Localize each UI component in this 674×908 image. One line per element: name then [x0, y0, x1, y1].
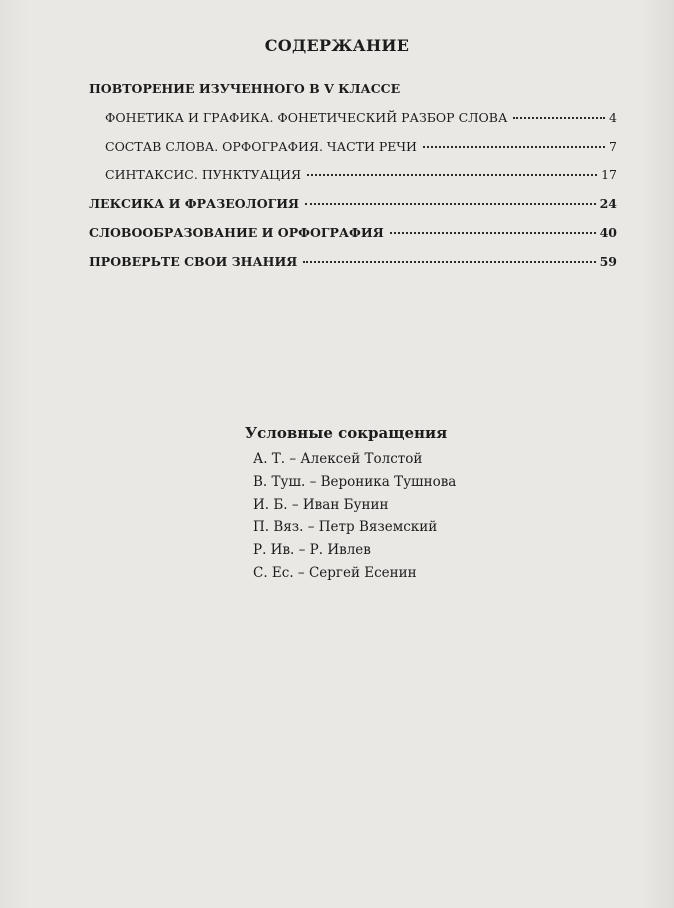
- toc-title: СОДЕРЖАНИЕ: [264, 36, 410, 55]
- toc-section-heading: ПОВТОРЕНИЕ ИЗУЧЕННОГО В V КЛАССЕ: [89, 81, 401, 96]
- abbreviation-item: П. Вяз. – Петр Вяземский: [253, 519, 438, 535]
- toc-entry-leader: [307, 174, 597, 176]
- toc-entry-page: 7: [609, 139, 617, 154]
- toc-entry-page: 17: [601, 167, 617, 182]
- toc-entry[interactable]: [105, 139, 617, 154]
- toc-entry-title: СЛОВООБРАЗОВАНИЕ И ОРФОГРАФИЯ: [89, 225, 384, 240]
- toc-entry-title: ФОНЕТИКА И ГРАФИКА. ФОНЕТИЧЕСКИЙ РАЗБОР СЛОВА: [105, 110, 508, 125]
- toc-entry-title: СОСТАВ СЛОВА. ОРФОГРАФИЯ. ЧАСТИ РЕЧИ: [105, 139, 417, 154]
- toc-entry-page: 40: [599, 225, 617, 240]
- toc-entry-leader: [513, 117, 605, 119]
- toc-entry-leader: [423, 146, 605, 148]
- toc-entry-page: 4: [609, 110, 617, 125]
- abbreviation-item: В. Туш. – Вероника Тушнова: [253, 474, 457, 490]
- toc-entry-leader: [305, 203, 596, 205]
- toc-entry-leader: [303, 261, 595, 263]
- toc-entry-page: 24: [599, 196, 617, 211]
- toc-entry[interactable]: [89, 225, 617, 240]
- toc-entry-title: ПРОВЕРЬТЕ СВОИ ЗНАНИЯ: [89, 254, 298, 269]
- toc-entry-title: ЛЕКСИКА И ФРАЗЕОЛОГИЯ: [89, 196, 300, 211]
- toc-entry-leader: [390, 232, 596, 234]
- toc-entry[interactable]: [89, 254, 617, 269]
- abbreviation-item: С. Ес. – Сергей Есенин: [253, 565, 417, 581]
- toc-entry-title: СИНТАКСИС. ПУНКТУАЦИЯ: [105, 167, 302, 182]
- abbreviation-item: А. Т. – Алексей Толстой: [253, 451, 423, 467]
- abbreviations-title: Условные сокращения: [245, 424, 448, 442]
- toc-entry[interactable]: [89, 196, 617, 211]
- abbreviation-item: И. Б. – Иван Бунин: [253, 497, 389, 513]
- abbreviation-item: Р. Ив. – Р. Ивлев: [253, 542, 371, 558]
- toc-entry-page: 59: [599, 254, 617, 269]
- toc-entry[interactable]: [105, 167, 617, 182]
- toc-entry[interactable]: [105, 110, 617, 125]
